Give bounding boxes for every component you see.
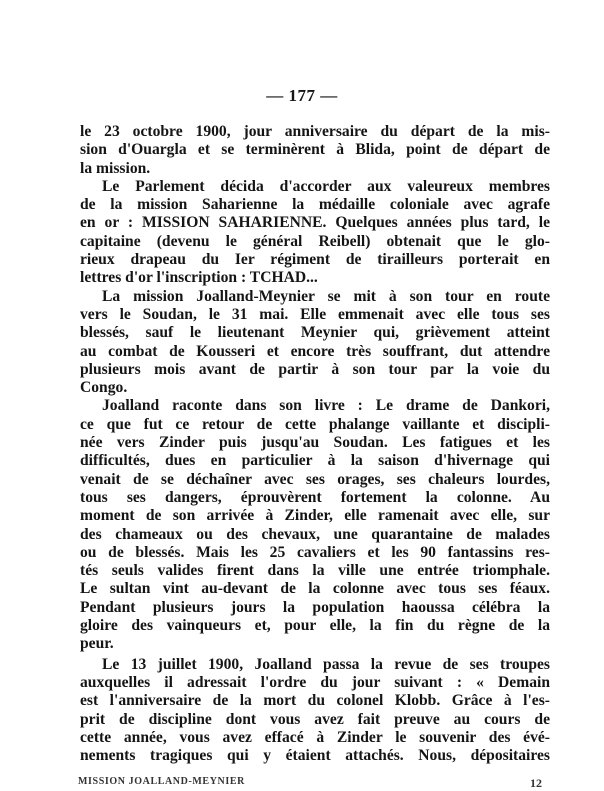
text-line: en or : MISSION SAHARIENNE. Quelques années plus tard, le: [80, 214, 550, 232]
running-footer-title: MISSION JOALLAND-MEYNIER: [78, 776, 245, 787]
text-line: Le 13 juillet 1900, Joalland passa la revue de ses troupes: [102, 655, 550, 673]
text-line: plusieurs mois avant de partir à son tour par la voie du: [80, 360, 550, 378]
text-line: Joalland raconte dans son livre : Le drame de Dankori,: [102, 397, 550, 415]
text-line: Pendant plusieurs jours la population haoussa célébra la: [80, 598, 550, 616]
text-line: La mission Joalland-Meynier se mit à son tour en route: [102, 287, 550, 305]
text-line: gloire des vainqueurs et, pour elle, la fin du règne de la: [80, 617, 550, 635]
paragraph-5: [80, 656, 550, 766]
text-line: blessés, sauf le lieutenant Meynier qui, grièvement atteint: [80, 324, 550, 342]
text-line: ou de blessés. Mais les 25 cavaliers et les 90 fantassins res-: [80, 543, 550, 561]
text-line: la mission.: [80, 159, 151, 177]
text-line: au combat de Kousseri et encore très souffrant, dut attendre: [80, 342, 550, 360]
text-line: moment de son arrivée à Zinder, elle ramenait avec elle, sur: [80, 507, 550, 525]
text-line: ce que fut ce retour de cette phalange vaillante et discipli-: [80, 415, 550, 433]
text-line: auxquelles il adressait l'ordre du jour suivant : « Demain: [80, 673, 550, 691]
text-line: prit de discipline dont vous avez fait preuve au cours de: [80, 710, 550, 728]
text-line: tous ses dangers, éprouvèrent fortement la colonne. Au: [80, 488, 550, 506]
text-line: capitaine (devenu le général Reibell) obtenait que le glo-: [80, 232, 550, 250]
paragraph-3: [80, 288, 550, 398]
paragraph-1: [80, 123, 550, 178]
text-line: Le sultan vint au-devant de la colonne avec tous ses féaux.: [80, 580, 550, 598]
text-line: venait de se déchaîner avec ses orages, ses chaleurs lourdes,: [80, 470, 550, 488]
body-text: [80, 123, 550, 765]
paragraph-2: [80, 178, 550, 288]
text-line: des chameaux ou des chevaux, une quarantaine de malades: [80, 525, 550, 543]
text-line: lettres d'or l'inscription : TCHAD...: [80, 269, 318, 287]
text-line: Le Parlement décida d'accorder aux valeureux membres: [102, 177, 550, 195]
signature-mark: 12: [530, 776, 542, 790]
text-line: née vers Zinder puis jusqu'au Soudan. Les fatigues et les: [80, 434, 550, 452]
text-line: rieux drapeau du Ier régiment de tirailleurs porterait en: [80, 251, 550, 269]
text-line: vers le Soudan, le 31 mai. Elle emmenait avec elle tous ses: [80, 305, 550, 323]
text-line: de la mission Saharienne la médaille coloniale avec agrafe: [80, 196, 550, 214]
text-line: peur.: [80, 635, 114, 653]
text-line: cette année, vous avez effacé à Zinder le souvenir des évé-: [80, 728, 550, 746]
paragraph-4: [80, 397, 550, 653]
text-line: le 23 octobre 1900, jour anniversaire du départ de la mis-: [80, 123, 550, 140]
text-line: tés seuls valides firent dans la ville une entrée triomphale.: [80, 562, 550, 580]
page-number: — 177 —: [266, 86, 338, 105]
text-line: est l'anniversaire de la mort du colonel Klobb. Grâce à l'es-: [80, 692, 550, 710]
text-line: Congo.: [80, 379, 128, 397]
text-line: sion d'Ouargla et se terminèrent à Blida, point de départ de: [80, 141, 550, 159]
text-line: nements tragiques qui y étaient attachés. Nous, dépositaires: [80, 747, 550, 765]
text-line: difficultés, dues en particulier à la saison d'hivernage qui: [80, 452, 550, 470]
